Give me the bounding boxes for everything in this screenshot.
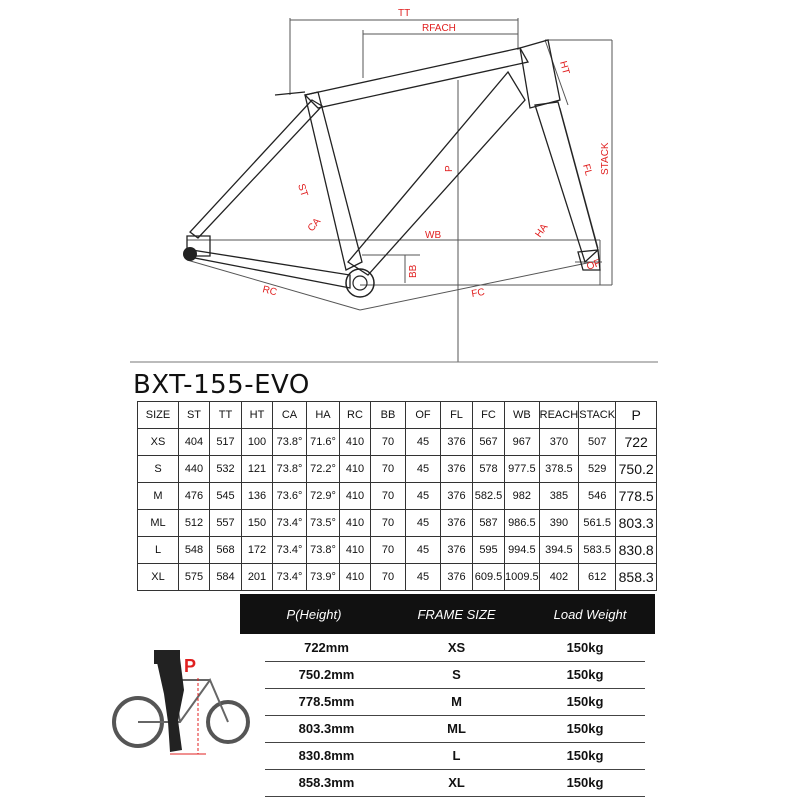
cell-st: 548 bbox=[179, 537, 210, 564]
cell-p: 830.8 bbox=[616, 537, 657, 564]
header-load-weight: Load Weight bbox=[553, 606, 627, 622]
table-row bbox=[138, 510, 657, 537]
geometry-table bbox=[137, 401, 657, 591]
rider-bike-illustration bbox=[110, 650, 250, 760]
height-value: 722mm bbox=[304, 640, 349, 655]
cell-ca: 73.4° bbox=[273, 564, 307, 591]
cell-fc: 582.5 bbox=[473, 483, 505, 510]
cell-fl: 376 bbox=[441, 510, 473, 537]
cell-bb: 70 bbox=[371, 510, 406, 537]
header-stack: STACK bbox=[579, 402, 616, 429]
cell-fl: 376 bbox=[441, 483, 473, 510]
frame-size-value: XS bbox=[447, 640, 466, 655]
header-reach: REACH bbox=[539, 402, 579, 429]
height-value: 858.3mm bbox=[298, 775, 355, 790]
cell-size: L bbox=[138, 537, 179, 564]
cell-ha: 73.5° bbox=[307, 510, 340, 537]
label-fc: FC bbox=[470, 286, 486, 300]
label-bb: BB bbox=[408, 264, 419, 278]
frame-size-value: S bbox=[452, 667, 461, 682]
cell-fc: 578 bbox=[473, 456, 505, 483]
frame-geometry-diagram bbox=[0, 0, 800, 370]
cell-p: 750.2 bbox=[616, 456, 657, 483]
height-value: 803.3mm bbox=[298, 721, 355, 736]
cell-ca: 73.4° bbox=[273, 510, 307, 537]
cell-fc: 609.5 bbox=[473, 564, 505, 591]
load-weight-value: 150kg bbox=[566, 694, 604, 709]
rider-leg bbox=[156, 658, 184, 752]
label-stack: STACK bbox=[600, 142, 611, 175]
label-ca: CA bbox=[305, 216, 324, 234]
cell-bb: 70 bbox=[371, 564, 406, 591]
cell-ht: 172 bbox=[242, 537, 273, 564]
cell-of: 45 bbox=[406, 483, 441, 510]
cell-rc: 410 bbox=[340, 537, 371, 564]
rider-p-label: P bbox=[184, 656, 197, 676]
list-item bbox=[265, 661, 645, 689]
cell-reach: 402 bbox=[539, 564, 579, 591]
label-ha: HA bbox=[533, 222, 551, 240]
cell-p: 722 bbox=[616, 429, 657, 456]
cell-ca: 73.8° bbox=[273, 429, 307, 456]
cell-ha: 71.6° bbox=[307, 429, 340, 456]
geometry-header-row bbox=[138, 402, 657, 429]
header-fc: FC bbox=[473, 402, 505, 429]
cell-stack: 507 bbox=[579, 429, 616, 456]
list-item bbox=[265, 769, 645, 797]
cell-ht: 100 bbox=[242, 429, 273, 456]
cell-ca: 73.6° bbox=[273, 483, 307, 510]
label-ht: HT bbox=[557, 59, 572, 76]
cell-wb: 994.5 bbox=[505, 537, 540, 564]
header-size: SIZE bbox=[138, 402, 179, 429]
cell-of: 45 bbox=[406, 429, 441, 456]
header-ha: HA bbox=[307, 402, 340, 429]
cell-of: 45 bbox=[406, 456, 441, 483]
frame-size-value: ML bbox=[447, 721, 466, 736]
header-tt: TT bbox=[210, 402, 242, 429]
cell-of: 45 bbox=[406, 510, 441, 537]
label-of: OF bbox=[585, 257, 603, 273]
cell-fl: 376 bbox=[441, 456, 473, 483]
label-reach: RFACH bbox=[422, 23, 456, 34]
cell-size: ML bbox=[138, 510, 179, 537]
frame-size-value: M bbox=[451, 694, 462, 709]
cell-of: 45 bbox=[406, 564, 441, 591]
list-item bbox=[265, 742, 645, 770]
cell-reach: 385 bbox=[539, 483, 579, 510]
cell-p: 803.3 bbox=[616, 510, 657, 537]
cell-rc: 410 bbox=[340, 564, 371, 591]
cell-wb: 967 bbox=[505, 429, 540, 456]
table-row bbox=[138, 537, 657, 564]
cell-fc: 595 bbox=[473, 537, 505, 564]
cell-bb: 70 bbox=[371, 537, 406, 564]
cell-tt: 517 bbox=[210, 429, 242, 456]
frame-outline bbox=[187, 40, 603, 288]
cell-tt: 532 bbox=[210, 456, 242, 483]
size-chart-header bbox=[240, 594, 655, 634]
load-weight-value: 150kg bbox=[566, 721, 604, 736]
load-weight-value: 150kg bbox=[566, 667, 604, 682]
cell-stack: 546 bbox=[579, 483, 616, 510]
load-weight-value: 150kg bbox=[566, 775, 604, 790]
table-row bbox=[138, 456, 657, 483]
label-fl: FL bbox=[580, 162, 594, 178]
load-weight-value: 150kg bbox=[566, 640, 604, 655]
header-fl: FL bbox=[441, 402, 473, 429]
cell-size: XS bbox=[138, 429, 179, 456]
label-tt: TT bbox=[398, 8, 411, 19]
label-wb: WB bbox=[425, 230, 442, 241]
cell-reach: 394.5 bbox=[539, 537, 579, 564]
header-height: P(Height) bbox=[286, 606, 342, 622]
cell-wb: 982 bbox=[505, 483, 540, 510]
height-value: 778.5mm bbox=[298, 694, 355, 709]
list-item bbox=[265, 688, 645, 716]
cell-tt: 568 bbox=[210, 537, 242, 564]
cell-ht: 150 bbox=[242, 510, 273, 537]
header-ca: CA bbox=[273, 402, 307, 429]
label-p: P bbox=[444, 165, 455, 172]
cell-fc: 587 bbox=[473, 510, 505, 537]
cell-stack: 583.5 bbox=[579, 537, 616, 564]
cell-rc: 410 bbox=[340, 456, 371, 483]
table-row bbox=[138, 483, 657, 510]
cell-reach: 370 bbox=[539, 429, 579, 456]
cell-ha: 73.9° bbox=[307, 564, 340, 591]
frame-size-value: XL bbox=[448, 775, 465, 790]
cell-reach: 378.5 bbox=[539, 456, 579, 483]
frame-size-value: L bbox=[452, 748, 461, 763]
cell-ha: 72.9° bbox=[307, 483, 340, 510]
cell-wb: 986.5 bbox=[505, 510, 540, 537]
cell-rc: 410 bbox=[340, 483, 371, 510]
cell-st: 440 bbox=[179, 456, 210, 483]
cell-wb: 977.5 bbox=[505, 456, 540, 483]
cell-bb: 70 bbox=[371, 456, 406, 483]
cell-stack: 612 bbox=[579, 564, 616, 591]
header-p: P bbox=[616, 402, 657, 429]
cell-size: S bbox=[138, 456, 179, 483]
label-st: ST bbox=[295, 182, 310, 199]
cell-size: XL bbox=[138, 564, 179, 591]
model-title: BXT-155-EVO bbox=[133, 370, 310, 400]
header-st: ST bbox=[179, 402, 210, 429]
cell-st: 476 bbox=[179, 483, 210, 510]
cell-wb: 1009.5 bbox=[505, 564, 540, 591]
header-of: OF bbox=[406, 402, 441, 429]
cell-tt: 557 bbox=[210, 510, 242, 537]
cell-fl: 376 bbox=[441, 429, 473, 456]
dimension-lines bbox=[187, 18, 612, 362]
header-rc: RC bbox=[340, 402, 371, 429]
cell-ha: 72.2° bbox=[307, 456, 340, 483]
header-wb: WB bbox=[505, 402, 540, 429]
cell-st: 575 bbox=[179, 564, 210, 591]
height-value: 750.2mm bbox=[298, 667, 355, 682]
cell-fc: 567 bbox=[473, 429, 505, 456]
header-ht: HT bbox=[242, 402, 273, 429]
cell-stack: 529 bbox=[579, 456, 616, 483]
list-item bbox=[265, 634, 645, 662]
header-bb: BB bbox=[371, 402, 406, 429]
cell-reach: 390 bbox=[539, 510, 579, 537]
cell-bb: 70 bbox=[371, 483, 406, 510]
load-weight-value: 150kg bbox=[566, 748, 604, 763]
cell-stack: 561.5 bbox=[579, 510, 616, 537]
cell-of: 45 bbox=[406, 537, 441, 564]
cell-tt: 584 bbox=[210, 564, 242, 591]
cell-fl: 376 bbox=[441, 537, 473, 564]
cell-rc: 410 bbox=[340, 510, 371, 537]
cell-p: 778.5 bbox=[616, 483, 657, 510]
cell-ht: 121 bbox=[242, 456, 273, 483]
cell-bb: 70 bbox=[371, 429, 406, 456]
height-value: 830.8mm bbox=[298, 748, 355, 763]
cell-ca: 73.8° bbox=[273, 456, 307, 483]
header-frame-size: FRAME SIZE bbox=[417, 606, 496, 622]
cell-tt: 545 bbox=[210, 483, 242, 510]
cell-ht: 201 bbox=[242, 564, 273, 591]
table-row bbox=[138, 564, 657, 591]
table-row bbox=[138, 429, 657, 456]
list-item bbox=[265, 715, 645, 743]
cell-st: 404 bbox=[179, 429, 210, 456]
cell-p: 858.3 bbox=[616, 564, 657, 591]
cell-ht: 136 bbox=[242, 483, 273, 510]
cell-ha: 73.8° bbox=[307, 537, 340, 564]
cell-size: M bbox=[138, 483, 179, 510]
cell-rc: 410 bbox=[340, 429, 371, 456]
cell-st: 512 bbox=[179, 510, 210, 537]
cell-ca: 73.4° bbox=[273, 537, 307, 564]
label-rc: RC bbox=[261, 284, 278, 299]
cell-fl: 376 bbox=[441, 564, 473, 591]
